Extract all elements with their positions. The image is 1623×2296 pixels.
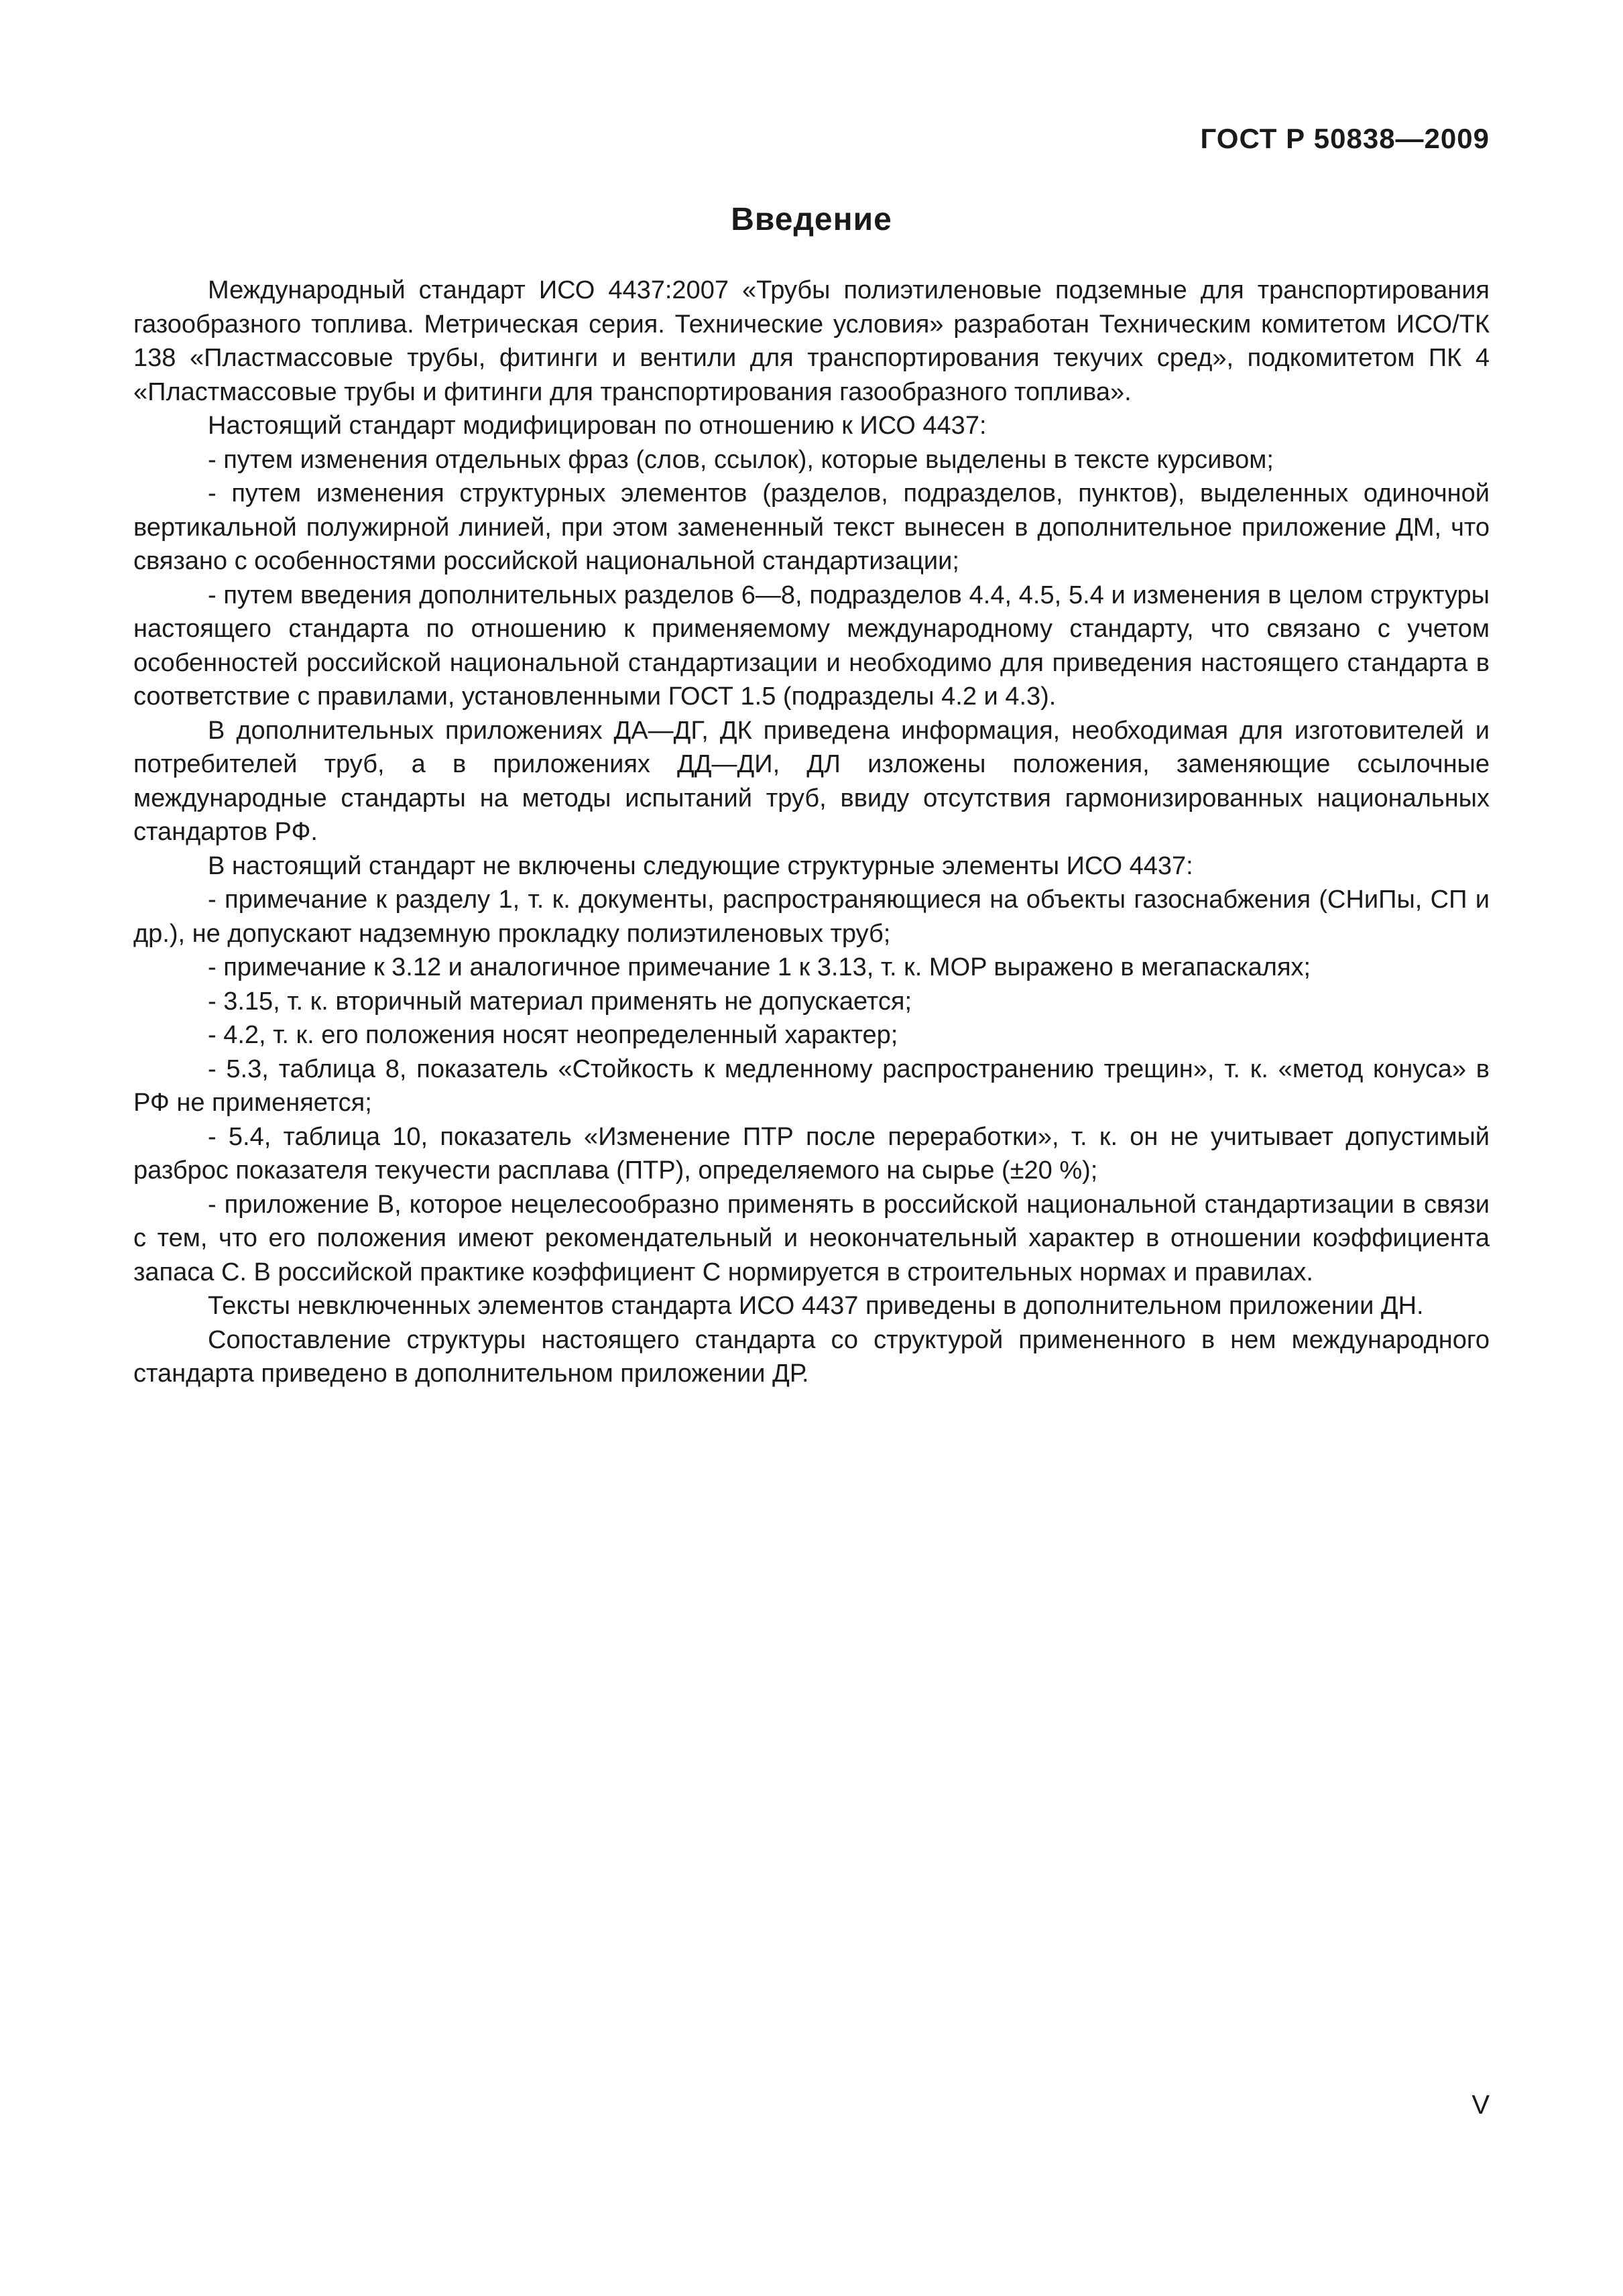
paragraph: Тексты невключенных элементов стандарта ИСО 4437 приведены в дополнительном приложении ДН. <box>208 1292 1424 1320</box>
list-item: - 5.4, таблица 10, показатель «Изменение ПТР после переработки», т. к. он не учитывает допустимый разброс показателя текучести расплава (ПТР), определяемого на сырье (±20 %); <box>133 1122 1490 1185</box>
list-item: - 4.2, т. к. его положения носят неопределенный характер; <box>208 1021 898 1049</box>
paragraph: Настоящий стандарт модифицирован по отношению к ИСО 4437: <box>208 412 987 440</box>
page-number: V <box>1471 2090 1490 2120</box>
paragraph: Сопоставление структуры настоящего стандарта со структурой примененного в нем международного стандарта приведено в дополнительном приложении ДР. <box>133 1325 1490 1388</box>
paragraph: В дополнительных приложениях ДА—ДГ, ДК приведена информация, необходимая для изготовителей и потребителей труб, а в приложениях ДД—ДИ, ДЛ изложены положения, заменяющие ссылочные международные стандарты на методы испытаний труб, ввиду отсутствия гармонизированных национальных стандартов РФ. <box>133 716 1490 846</box>
paragraph: Международный стандарт ИСО 4437:2007 «Трубы полиэтиленовые подземные для транспортирования газообразного топлива. Метрическая серия. Технические условия» разработан Техническим комитетом ИСО/ТК 138 «Пластмассовые трубы, фитинги и вентили для транспортирования текучих сред», подкомитетом ПК 4 «Пластмассовые трубы и фитинги для транспортирования газообразного топлива». <box>133 276 1490 406</box>
list-item: - путем изменения отдельных фраз (слов, ссылок), которые выделены в тексте курсивом; <box>208 445 1274 474</box>
list-item: - примечание к разделу 1, т. к. документы, распространяющиеся на объекты газоснабжения (СНиПы, СП и др.), не допускают надземную прокладку полиэтиленовых труб; <box>133 886 1490 948</box>
list-item: - 3.15, т. к. вторичный материал применять не допускается; <box>208 987 912 1016</box>
list-item: - примечание к 3.12 и аналогичное примечание 1 к 3.13, т. к. MOP выражено в мегапаскалях; <box>208 953 1311 981</box>
paragraph: В настоящий стандарт не включены следующие структурные элементы ИСО 4437: <box>208 851 1193 880</box>
list-item: - путем введения дополнительных разделов 6—8, подразделов 4.4, 4.5, 5.4 и изменения в целом структуры настоящего стандарта по отношению к применяемому международному стандарту, что связано с учетом особенностей российской национальной стандартизации и необходимо для приведения настоящего стандарта в соответствие с правилами, установленными ГОСТ 1.5 (подразделы 4.2 и 4.3). <box>133 581 1490 711</box>
list-item: - приложение В, которое нецелесообразно применять в российской национальной стандартизации в связи с тем, что его положения имеют рекомендательный и неокончательный характер в отношении коэффициента запаса C. В российской практике коэффициент C нормируется в строительных нормах и правилах. <box>133 1190 1490 1286</box>
body-text <box>133 274 1490 1391</box>
document-code: ГОСТ Р 50838—2009 <box>1200 123 1490 154</box>
section-title: Введение <box>731 202 892 237</box>
list-item: - 5.3, таблица 8, показатель «Стойкость к медленному распространению трещин», т. к. «метод конуса» в РФ не применяется; <box>133 1054 1490 1117</box>
list-item: - путем изменения структурных элементов (разделов, подразделов, пунктов), выделенных одиночной вертикальной полужирной линией, при этом замененный текст вынесен в дополнительное приложение ДМ, что связано с особенностями российской национальной стандартизации; <box>133 479 1490 575</box>
